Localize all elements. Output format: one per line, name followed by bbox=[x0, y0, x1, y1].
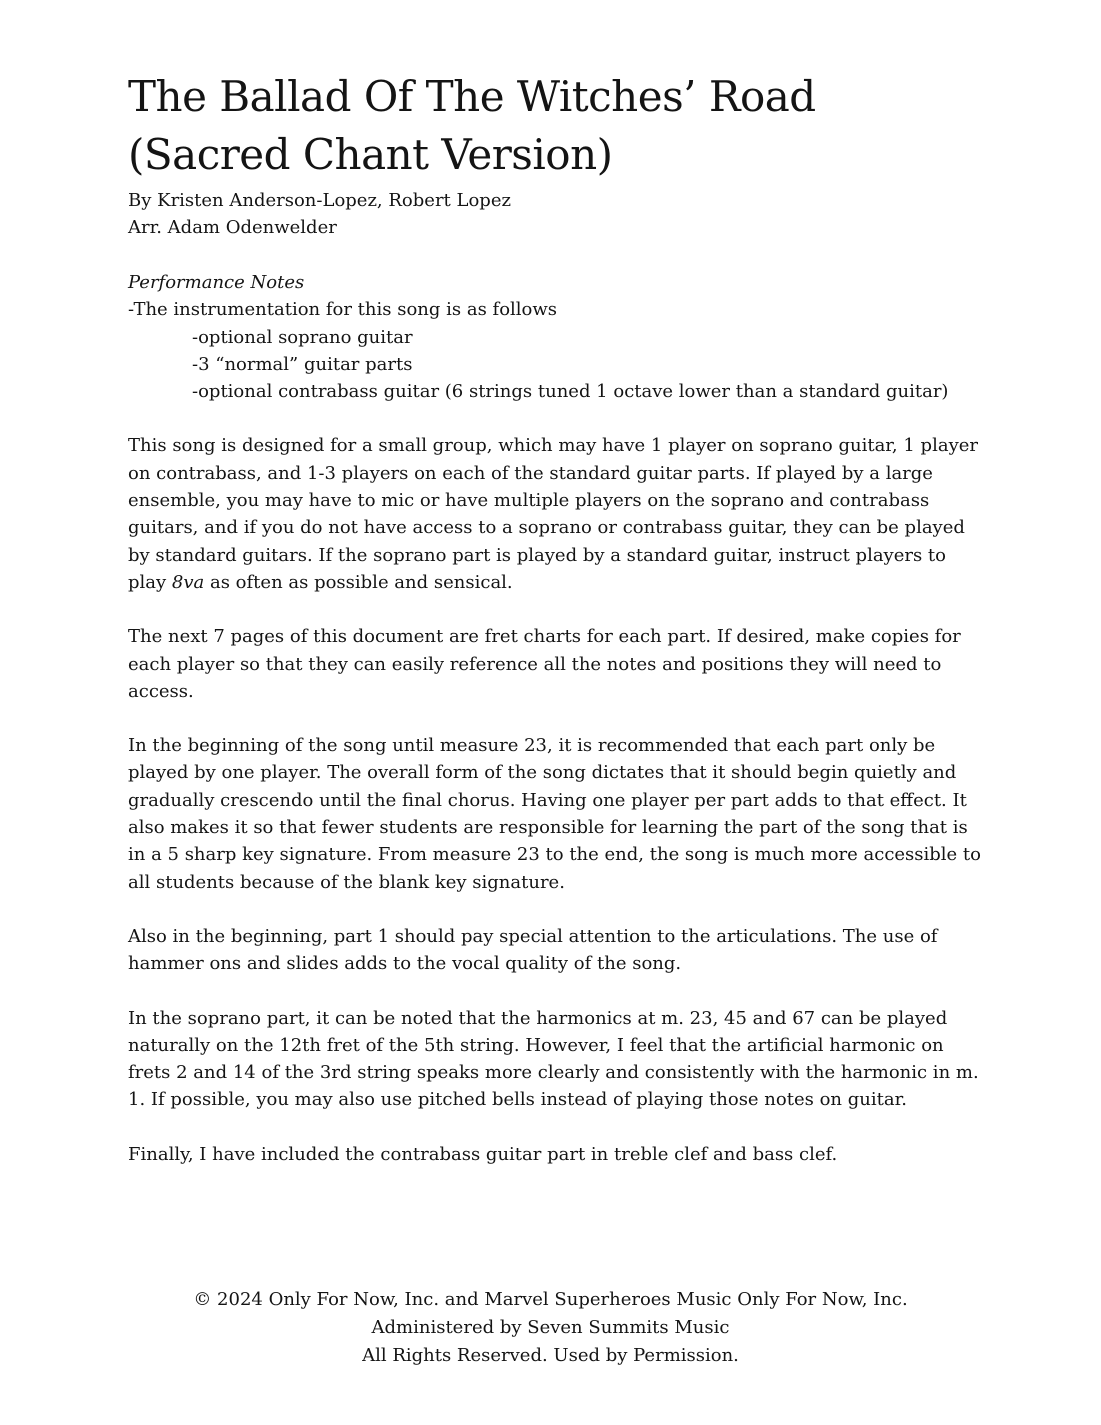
performance-notes-heading: Performance Notes bbox=[128, 272, 305, 293]
paragraph-text: as often as possible and sensical. bbox=[204, 571, 513, 593]
paragraph-fret-charts: The next 7 pages of this document are fret charts for each part. If desired, make copies for each player so that they can easily reference all the notes and positions they will need to access. bbox=[128, 626, 961, 702]
paragraph-contrabass: Finally, I have included the contrabass guitar part in treble clef and bass clef. bbox=[128, 1143, 838, 1165]
performance-notes bbox=[128, 269, 988, 1168]
document-title bbox=[128, 68, 816, 184]
credits bbox=[128, 187, 511, 241]
paragraph-ensemble-size bbox=[128, 432, 988, 596]
paragraph-articulations: Also in the beginning, part 1 should pay special attention to the articulations. The use of hammer ons and slides adds to the vocal quality of the song. bbox=[128, 925, 938, 975]
composer-credit: By Kristen Anderson-Lopez, Robert Lopez bbox=[128, 190, 511, 211]
administered-line: Administered by Seven Summits Music bbox=[371, 1317, 730, 1338]
instrumentation-list bbox=[128, 324, 988, 406]
title-line-2: (Sacred Chant Version) bbox=[128, 130, 613, 179]
instrumentation-item: -3 “normal” guitar parts bbox=[192, 353, 413, 375]
instrumentation-item: -optional soprano guitar bbox=[192, 326, 413, 348]
copyright-line: © 2024 Only For Now, Inc. and Marvel Superheroes Music Only For Now, Inc. bbox=[193, 1289, 908, 1310]
copyright-footer bbox=[0, 1286, 1101, 1370]
title-line-1: The Ballad Of The Witches’ Road bbox=[128, 72, 816, 121]
paragraph-beginning: In the beginning of the song until measure 23, it is recommended that each part only be played by one player. The overall form of the song dictates that it should begin quietly and gradually crescendo until the final chorus. Having one player per part adds to that effect. It also makes it so that fewer students are responsible for learning the part of the song that is in a 5 sharp key signature. From measure 23 to the end, the song is much more accessible to all students because of the blank key signature. bbox=[128, 735, 982, 893]
ottava-term: 8va bbox=[171, 571, 205, 593]
arranger-credit: Arr. Adam Odenwelder bbox=[128, 217, 337, 238]
paragraph-harmonics: In the soprano part, it can be noted that the harmonics at m. 23, 45 and 67 can be played naturally on the 12th fret of the 5th string. However, I feel that the artificial harmonic on frets 2 and 14 of the 3rd string speaks more clearly and consistently with the harmonic in m. 1. If possible, you may also use pitched bells instead of playing those notes on guitar. bbox=[128, 1007, 979, 1111]
paragraph-text: This song is designed for a small group, which may have 1 player on soprano guitar, 1 player on contrabass, and 1-3 players on each of the standard guitar parts. If played by a large ensemble, you may have to mic or have multiple players on the soprano and contrabass guitars, and if you do not have access to a soprano or contrabass guitar, they can be played by standard guitars. If the soprano part is played by a standard guitar, instruct players to play bbox=[128, 435, 978, 593]
instrumentation-item: -optional contrabass guitar (6 strings tuned 1 octave lower than a standard guitar) bbox=[192, 381, 949, 403]
rights-line: All Rights Reserved. Used by Permission. bbox=[362, 1345, 739, 1366]
instrumentation-intro: -The instrumentation for this song is as follows bbox=[128, 299, 558, 321]
